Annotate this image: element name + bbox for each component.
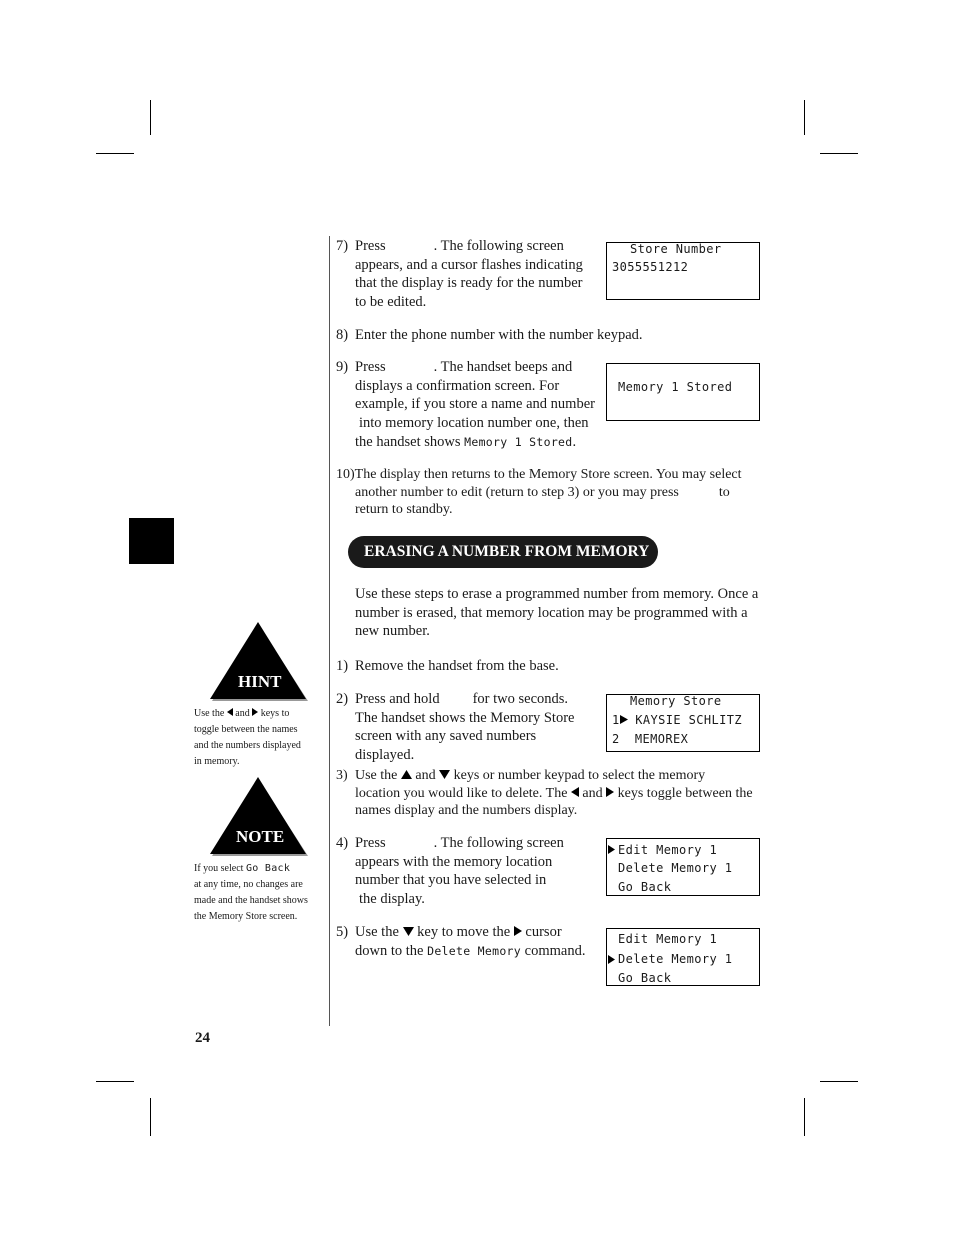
lcd-line: Store Number xyxy=(630,242,722,256)
lcd-line: Delete Memory 1 xyxy=(618,861,733,875)
note-line: the Memory Store screen. xyxy=(194,911,298,922)
step-text: example, if you store a name and number xyxy=(355,396,595,413)
cursor-arrow-icon xyxy=(608,845,615,854)
intro-text: Use these steps to erase a programmed number from memory. Once a xyxy=(355,586,759,602)
step-text: keys or number keypad to select the memory xyxy=(453,768,706,783)
step-text: for two seconds. xyxy=(472,691,569,707)
intro-text: number is erased, that memory location may be programmed with a xyxy=(355,604,748,621)
step-text: Press xyxy=(355,835,386,851)
left-arrow-icon xyxy=(571,787,579,797)
step-text: Use the xyxy=(355,924,399,940)
lcd-line: Go Back xyxy=(618,880,672,894)
step-text: number that you have selected in xyxy=(355,872,547,889)
crop-mark xyxy=(150,100,151,135)
section-tab xyxy=(129,518,174,564)
lcd-line: Memory 1 Stored xyxy=(618,380,733,394)
cursor-arrow-icon xyxy=(608,955,615,964)
down-arrow-icon xyxy=(439,770,450,779)
step-number: 4) xyxy=(336,835,349,851)
step-text: another number to edit (return to step 3) or you may press xyxy=(355,484,679,500)
crop-mark xyxy=(96,1081,134,1082)
section-heading: ERASING A NUMBER FROM MEMORY xyxy=(348,536,658,568)
step-text: command. xyxy=(524,942,586,959)
hint-line: in memory. xyxy=(194,756,240,767)
hint-line: keys to xyxy=(260,708,290,719)
lcd-item-name: MEMOREX xyxy=(634,732,689,746)
crop-mark xyxy=(96,153,134,154)
note-text xyxy=(194,861,319,925)
step-text: Use the xyxy=(355,768,398,783)
step-number: 2) xyxy=(336,691,349,707)
step-text: . The following screen xyxy=(433,238,564,254)
step-text: The display then returns to the Memory Store screen. You may select xyxy=(354,467,742,482)
step-text: to be edited. xyxy=(355,294,427,311)
lcd-line xyxy=(612,730,688,749)
step-text: appears with the memory location xyxy=(355,853,553,870)
step-text: appears, and a cursor flashes indicating xyxy=(355,256,583,273)
left-arrow-icon xyxy=(227,708,233,716)
inline-display-text: Memory 1 Stored xyxy=(464,434,573,449)
down-arrow-icon xyxy=(403,927,414,936)
hint-line: and xyxy=(235,708,250,719)
step-text: Press xyxy=(355,238,386,254)
lcd-line: Edit Memory 1 xyxy=(618,932,718,946)
inline-display-text: Delete Memory xyxy=(427,943,522,958)
note-line: at any time, no changes are xyxy=(194,879,303,890)
lcd-line: 3055551212 xyxy=(612,260,689,274)
inline-display-text: Go Back xyxy=(245,863,291,874)
lcd-item-number: 2 xyxy=(612,732,620,746)
step-text: key to move the xyxy=(417,924,511,940)
lcd-memory-stored xyxy=(606,363,760,421)
hint-line: toggle between the names xyxy=(194,724,298,735)
step-text: Press and hold xyxy=(355,691,440,707)
hint-line: Use the xyxy=(194,708,225,719)
step-text: cursor xyxy=(525,924,562,940)
crop-mark xyxy=(804,100,805,135)
lcd-line: Memory Store xyxy=(630,694,722,708)
right-arrow-icon xyxy=(606,787,614,797)
hint-label: HINT xyxy=(238,672,282,691)
step-text: to xyxy=(718,484,730,500)
step-text: that the display is ready for the number xyxy=(355,275,583,292)
step-text: the display. xyxy=(359,891,425,908)
step-number: 8) xyxy=(336,327,349,343)
lcd-line: Delete Memory 1 xyxy=(618,952,733,966)
step-text: location you would like to delete. The xyxy=(355,785,568,801)
lcd-edit-menu-edit-selected xyxy=(606,838,760,896)
step-text: and xyxy=(582,785,603,801)
lcd-item-name: KAYSIE SCHLITZ xyxy=(635,713,742,727)
step-number: 10) xyxy=(336,467,355,482)
step-text: return to standby. xyxy=(355,502,453,517)
lcd-line: Go Back xyxy=(618,971,672,985)
step-text: . The handset beeps and xyxy=(433,359,573,375)
step-text: . The following screen xyxy=(433,835,564,851)
note-line: made and the handset shows xyxy=(194,895,308,906)
step-text: displays a confirmation screen. For xyxy=(355,377,560,394)
step-number: 9) xyxy=(336,359,349,375)
right-arrow-icon xyxy=(514,926,522,936)
step-number: 7) xyxy=(336,238,349,254)
step-text: keys toggle between the xyxy=(617,785,753,801)
crop-mark xyxy=(820,1081,858,1082)
intro-text: new number. xyxy=(355,623,430,640)
step-text: the handset shows xyxy=(355,433,461,450)
step-text: Press xyxy=(355,359,386,375)
step-number: 5) xyxy=(336,924,349,940)
lcd-line xyxy=(612,711,742,730)
lcd-edit-menu-delete-selected xyxy=(606,928,760,986)
lcd-memory-store xyxy=(606,694,760,752)
step-number: 3) xyxy=(336,768,348,783)
step-text: screen with any saved numbers displayed. xyxy=(355,728,537,764)
step-text: and xyxy=(415,768,436,783)
lcd-item-number: 1 xyxy=(612,713,620,727)
hint-line: and the numbers displayed xyxy=(194,740,301,751)
step-text: into memory location number one, then xyxy=(359,415,589,432)
lcd-line: Edit Memory 1 xyxy=(618,843,718,857)
step-text: down to the xyxy=(355,942,424,959)
crop-mark xyxy=(804,1098,805,1136)
intro-paragraph xyxy=(355,585,765,641)
lcd-store-number xyxy=(606,242,760,300)
column-divider xyxy=(329,236,330,1026)
note-label: NOTE xyxy=(236,827,285,846)
step-text: . xyxy=(572,433,577,450)
hint-text xyxy=(194,706,319,770)
step-text: names display and the numbers display. xyxy=(355,803,578,818)
step-text: Remove the handset from the base. xyxy=(355,658,559,674)
crop-mark xyxy=(820,153,858,154)
crop-mark xyxy=(150,1098,151,1136)
cursor-arrow-icon xyxy=(620,715,628,724)
page-number: 24 xyxy=(195,1030,210,1046)
note-line: If you select xyxy=(194,863,244,874)
step-number: 1) xyxy=(336,658,349,674)
step-text: Enter the phone number with the number keypad. xyxy=(355,327,643,343)
up-arrow-icon xyxy=(401,770,412,779)
step-text: The handset shows the Memory Store xyxy=(355,709,575,726)
right-arrow-icon xyxy=(252,708,258,716)
